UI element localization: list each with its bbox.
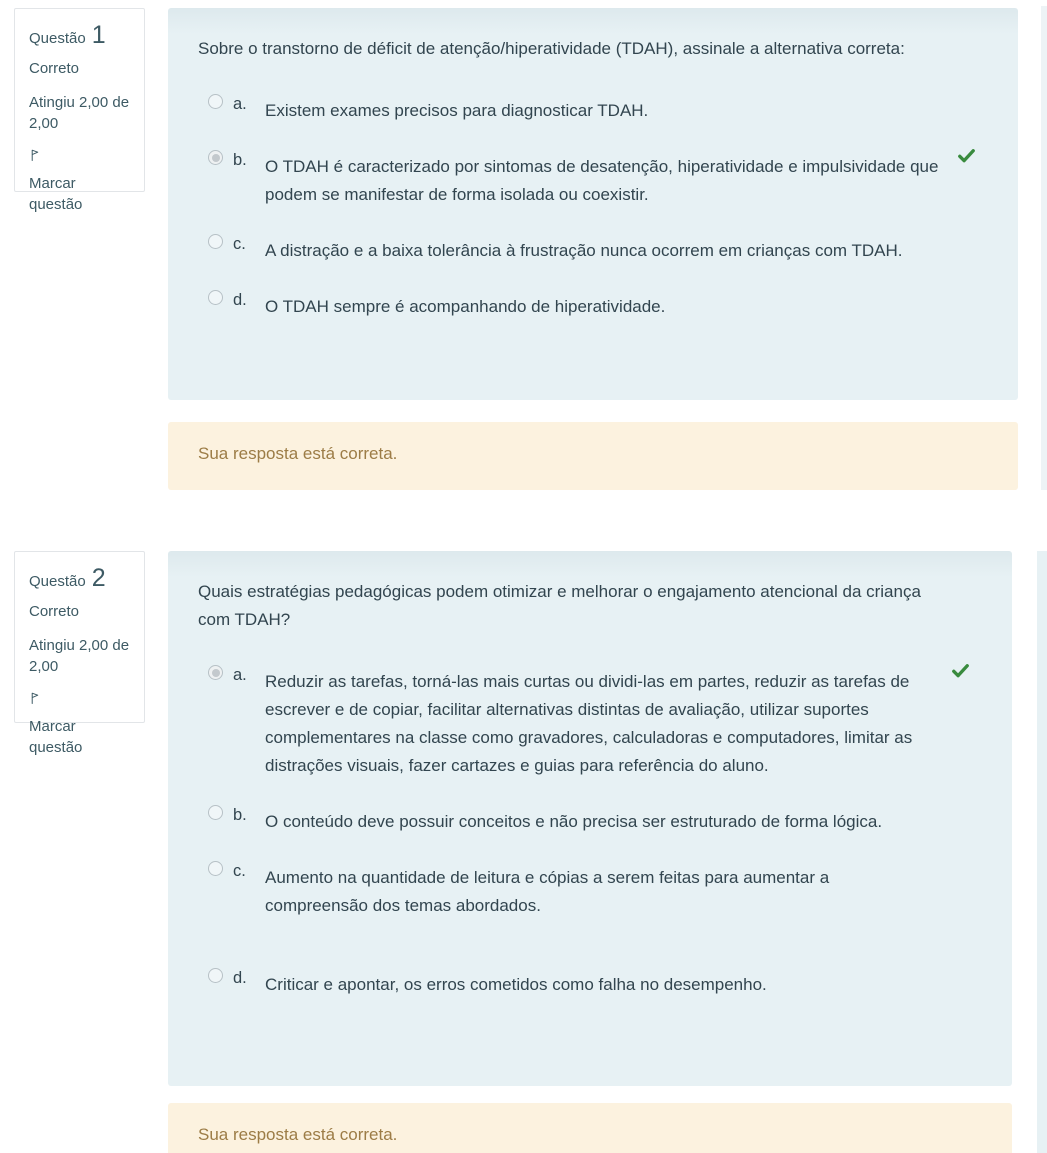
option-text: O conteúdo deve possuir conceitos e não precisa ser estruturado de forma lógica. [265,812,883,831]
option-letter: c. [233,862,246,880]
flag-icon [29,147,43,168]
option-letter: d. [233,969,247,987]
option-text: Aumento na quantidade de leitura e cópias a serem feitas para aumentar a compreensão dos temas abordados. [265,868,830,915]
question-number [29,22,130,49]
question-grade: Atingiu 2,00 de 2,00 [29,637,130,675]
answer-options [198,90,980,321]
question-state: Correto [29,603,80,620]
question-2-content [168,551,1012,1086]
radio-button-selected[interactable] [208,150,223,165]
option-letter: a. [233,666,247,684]
question-1-feedback [168,422,1018,490]
question-word: Questão [29,573,86,590]
flag-icon [29,690,43,711]
adjacent-block-edge [1037,551,1047,1153]
feedback-text: Sua resposta está correta. [198,1125,398,1144]
question-1-content [168,8,1018,400]
green-checkmark-icon [951,661,970,680]
option-text: Reduzir as tarefas, torná-las mais curtas ou dividi-las em partes, reduzir as tarefas de escrever e de copiar, facilitar alternativas distintas de avaliação, utilizar suportes complementares na classe como gravadores, calculadoras e computadores, limitar as distrações visuais, fazer cartazes e guias para referência do aluno. [265,672,913,775]
option-letter: b. [233,806,247,824]
radio-button[interactable] [208,861,223,876]
option-c[interactable] [198,230,980,265]
option-letter: c. [233,235,246,253]
question-text: Quais estratégias pedagógicas podem otimizar e melhorar o engajamento atencional da criança com TDAH? [198,582,921,629]
question-number-value: 1 [91,21,106,49]
option-c[interactable] [198,857,974,920]
question-2-info-card [14,551,145,756]
question-1-info-card [14,8,145,213]
question-grade: Atingiu 2,00 de 2,00 [29,94,130,132]
option-b[interactable] [198,801,974,836]
option-d[interactable] [198,286,980,321]
option-text: Criticar e apontar, os erros cometidos como falha no desempenho. [265,975,767,994]
option-letter: b. [233,151,247,169]
adjacent-block-edge [1041,6,1047,490]
question-number-value: 2 [91,564,106,592]
option-text: A distração e a baixa tolerância à frustração nunca ocorrem em crianças com TDAH. [265,241,903,260]
radio-button[interactable] [208,290,223,305]
radio-button[interactable] [208,94,223,109]
flag-label: Marcar questão [29,718,83,756]
option-a[interactable] [198,90,980,125]
question-2-feedback [168,1103,1012,1153]
answer-options [198,661,974,999]
question-text: Sobre o transtorno de déficit de atenção/hiperatividade (TDAH), assinale a alternativa correta: [198,39,905,58]
question-number [29,565,130,592]
option-d[interactable] [198,964,974,999]
radio-button[interactable] [208,968,223,983]
option-text: Existem exames precisos para diagnosticar TDAH. [265,101,649,120]
radio-button[interactable] [208,805,223,820]
question-state: Correto [29,60,80,77]
option-a[interactable] [198,661,974,780]
option-text: O TDAH sempre é acompanhando de hiperatividade. [265,297,666,316]
option-letter: a. [233,95,247,113]
radio-button[interactable] [208,234,223,249]
green-checkmark-icon [957,146,976,165]
flag-question-link[interactable] [29,690,130,758]
question-word: Questão [29,30,86,47]
option-b[interactable] [198,146,980,209]
option-text: O TDAH é caracterizado por sintomas de desatenção, hiperatividade e impulsividade que podem se manifestar de forma isolada ou coexistir. [265,157,939,204]
flag-question-link[interactable] [29,147,130,215]
feedback-text: Sua resposta está correta. [198,444,398,463]
radio-button-selected[interactable] [208,665,223,680]
flag-label: Marcar questão [29,175,83,213]
option-letter: d. [233,291,247,309]
